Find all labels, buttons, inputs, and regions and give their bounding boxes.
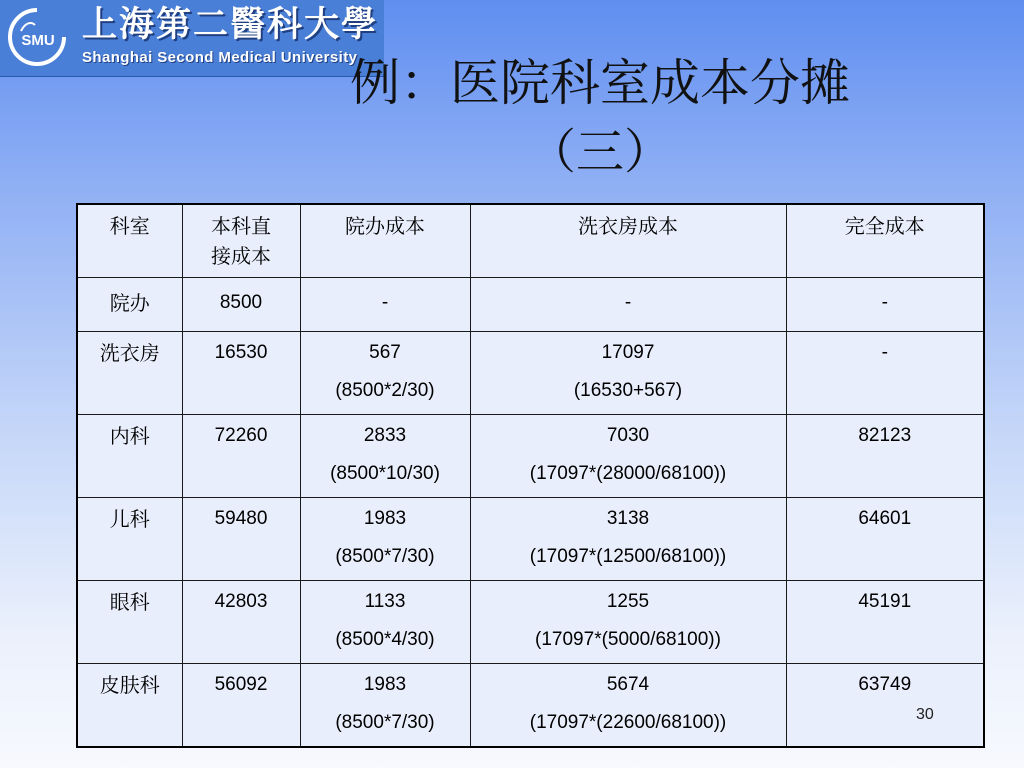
table-row: [77, 415, 984, 498]
header-total-cost: 完全成本: [786, 204, 984, 278]
table-row: [77, 581, 984, 664]
cell-department: 洗衣房: [77, 332, 182, 415]
header-laundry-cost: 洗衣房成本: [470, 204, 786, 278]
cell-total-cost: 64601: [786, 498, 984, 581]
cell-line: 17097: [601, 342, 655, 363]
cell-line: 1255: [606, 591, 650, 612]
cell-line: 1983: [363, 674, 407, 695]
header-department: 科室: [77, 204, 182, 278]
emblem-text: SMU: [21, 32, 55, 49]
cell-line: (17097*(28000/68100)): [529, 463, 727, 484]
cell-direct-cost: 8500: [182, 278, 300, 332]
cell-line: 5674: [606, 674, 650, 695]
cell-line: -: [381, 292, 389, 313]
cell-line: 1983: [363, 508, 407, 529]
cell-direct-cost: 72260: [182, 415, 300, 498]
cell-direct-cost: 42803: [182, 581, 300, 664]
cell-laundry-cost: [470, 664, 786, 748]
cell-line: (8500*10/30): [330, 463, 440, 484]
cell-admin-cost: [300, 415, 470, 498]
page-title: 例：医院科室成本分摊: [350, 54, 850, 112]
cell-line: 3138: [606, 508, 650, 529]
cell-line: (16530+567): [573, 380, 683, 401]
table-body: [77, 204, 984, 747]
table-row: [77, 278, 984, 332]
cell-direct-cost: 16530: [182, 332, 300, 415]
cell-laundry-cost: [470, 278, 786, 332]
cell-line: (8500*2/30): [335, 380, 435, 401]
cell-admin-cost: [300, 664, 470, 748]
cell-laundry-cost: [470, 498, 786, 581]
header-direct-cost-line: 接成本: [211, 244, 271, 268]
university-name-en: Shanghai Second Medical University: [82, 49, 358, 66]
cost-allocation-table: [76, 203, 985, 748]
cell-line: (17097*(12500/68100)): [529, 546, 727, 567]
cell-total-cost: -: [786, 278, 984, 332]
cell-line: (17097*(22600/68100)): [529, 712, 727, 733]
cell-line: (8500*7/30): [335, 546, 435, 567]
cell-admin-cost: [300, 498, 470, 581]
cell-department: 内科: [77, 415, 182, 498]
table-header-row: [77, 204, 984, 278]
cell-line: (8500*4/30): [335, 629, 435, 650]
cell-line: -: [624, 292, 632, 313]
page-number: 30: [916, 706, 934, 723]
header-direct-cost-line: 本科直: [211, 214, 271, 238]
cell-department: 儿科: [77, 498, 182, 581]
table-row: [77, 498, 984, 581]
page-subtitle: （三）: [527, 124, 672, 180]
table-row: [77, 332, 984, 415]
cell-department: 眼科: [77, 581, 182, 664]
cell-laundry-cost: [470, 332, 786, 415]
cell-total-cost: -: [786, 332, 984, 415]
cell-line: (8500*7/30): [335, 712, 435, 733]
cell-total-cost: 45191: [786, 581, 984, 664]
cell-line: (17097*(5000/68100)): [535, 629, 721, 650]
header-admin-cost: 院办成本: [300, 204, 470, 278]
cell-admin-cost: [300, 332, 470, 415]
cell-total-cost: 82123: [786, 415, 984, 498]
cell-laundry-cost: [470, 415, 786, 498]
cell-admin-cost: [300, 581, 470, 664]
cell-laundry-cost: [470, 581, 786, 664]
cell-department: 皮肤科: [77, 664, 182, 748]
header-direct-cost: [182, 204, 300, 278]
university-name-cn: 上海第二醫科大學: [82, 4, 379, 45]
table-row: [77, 664, 984, 748]
cell-line: 567: [369, 342, 401, 363]
cell-admin-cost: [300, 278, 470, 332]
cell-line: 2833: [363, 425, 407, 446]
cell-direct-cost: 59480: [182, 498, 300, 581]
cell-department: 院办: [77, 278, 182, 332]
cell-direct-cost: 56092: [182, 664, 300, 748]
cell-line: 7030: [606, 425, 650, 446]
cell-line: 1133: [364, 591, 406, 612]
cell-total-cost: 63749: [786, 664, 984, 748]
